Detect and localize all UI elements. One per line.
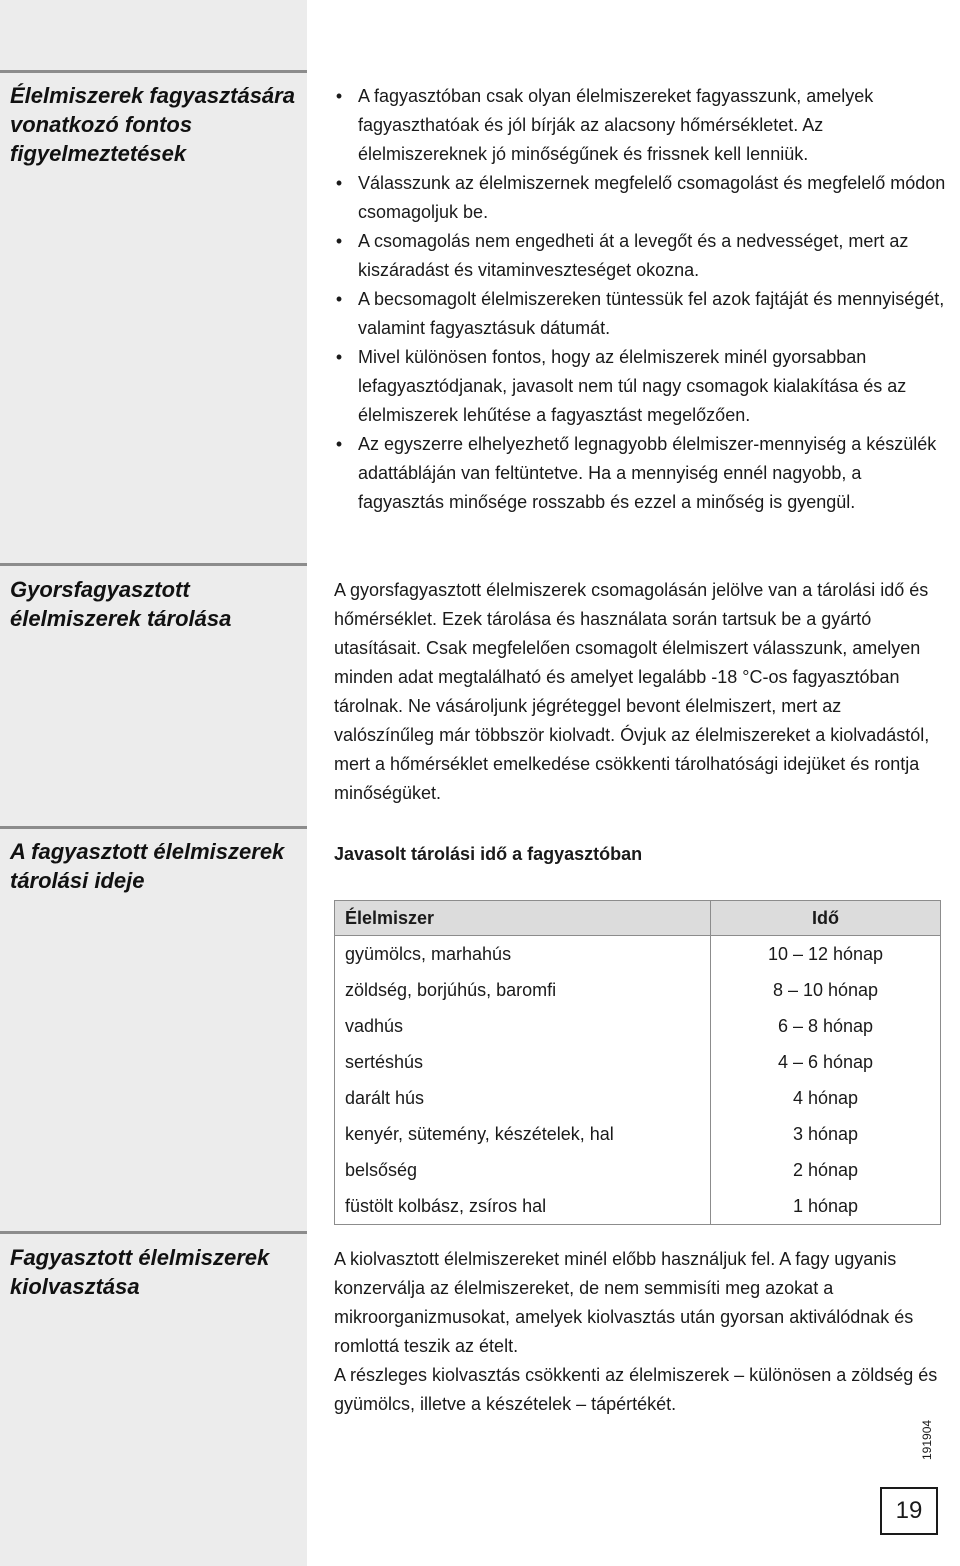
time-cell: 4 hónap xyxy=(711,1080,941,1116)
section-title-thawing: Fagyasztott élelmiszerek kiolvasztása xyxy=(10,1245,270,1299)
table-row xyxy=(335,1080,941,1116)
bullet-icon: • xyxy=(335,231,343,251)
time-cell: 8 – 10 hónap xyxy=(711,972,941,1008)
table-header-row xyxy=(335,901,941,936)
bullet-icon: • xyxy=(335,347,343,367)
warnings-section xyxy=(334,82,946,517)
bullet-icon: • xyxy=(335,289,343,309)
food-cell: belsőség xyxy=(335,1152,711,1188)
quickfrozen-section xyxy=(334,576,946,808)
thawing-paragraph: A részleges kiolvasztás csökkenti az élelmiszerek – különösen a zöldség és gyümölcs, illetve a készételek – tápértékét. xyxy=(334,1365,938,1414)
list-item xyxy=(334,169,946,227)
warning-text: Válasszunk az élelmiszernek megfelelő csomagolást és megfelelő módon csomagoljuk be. xyxy=(358,173,946,222)
storage-heading: Javasolt tárolási idő a fagyasztóban xyxy=(334,844,643,864)
table-row xyxy=(335,1116,941,1152)
sidebar xyxy=(0,0,307,1566)
table-row xyxy=(335,936,941,973)
list-item xyxy=(334,285,946,343)
warning-text: A fagyasztóban csak olyan élelmiszereket fagyasszunk, amelyek fagyaszthatóak és jól bírják az alacsony hőmérsékletet. Az élelmiszereknek jó minőségűnek és frissnek kell lenniük. xyxy=(358,86,874,164)
thawing-section xyxy=(334,1245,946,1419)
bullet-icon: • xyxy=(335,434,343,454)
list-item xyxy=(334,227,946,285)
food-cell: darált hús xyxy=(335,1080,711,1116)
time-cell: 2 hónap xyxy=(711,1152,941,1188)
page-number: 19 xyxy=(880,1487,938,1535)
table-row xyxy=(335,1044,941,1080)
time-cell: 3 hónap xyxy=(711,1116,941,1152)
warning-text: Mivel különösen fontos, hogy az élelmiszerek minél gyorsabban lefagyasztódjanak, javasolt nem túl nagy csomagok kialakítása és az élelmiszerek lehűtése a fagyasztást megelőzően. xyxy=(358,347,907,425)
document-code: 191904 xyxy=(920,1419,934,1460)
section-divider xyxy=(0,563,307,566)
list-item xyxy=(334,82,946,169)
food-cell: gyümölcs, marhahús xyxy=(335,936,711,973)
list-item xyxy=(334,343,946,430)
table-row xyxy=(335,1188,941,1225)
section-divider xyxy=(0,70,307,73)
food-cell: vadhús xyxy=(335,1008,711,1044)
section-title-storage-time: A fagyasztott élelmiszerek tárolási ideje xyxy=(10,839,285,893)
time-cell: 10 – 12 hónap xyxy=(711,936,941,973)
time-cell: 6 – 8 hónap xyxy=(711,1008,941,1044)
time-cell: 4 – 6 hónap xyxy=(711,1044,941,1080)
table-row xyxy=(335,1008,941,1044)
quickfrozen-text: A gyorsfagyasztott élelmiszerek csomagolásán jelölve van a tárolási idő és hőmérséklet. Ezek tárolása és használata során tartsuk be a gyártó utasításait. Csak megfelelően csomagolt élelmiszert válasszunk, amelyen minden adat megtalálható és amelyet legalább -18 °C-os fagyasztóban tárolnak. Ne vásároljunk jégréteggel bevont élelmiszert, mert az valószínűleg már többször kiolvadt. Óvjuk az élelmiszereket a kiolvadástól, mert a hőmérséklet emelkedése csökkenti tárolhatósági idejüket és rontja minőségüket. xyxy=(334,580,930,803)
warning-text: A csomagolás nem engedheti át a levegőt és a nedvességet, mert az kiszáradást és vitaminveszteséget okozna. xyxy=(358,231,909,280)
section-divider xyxy=(0,1231,307,1234)
column-header-food: Élelmiszer xyxy=(335,901,711,936)
food-cell: sertéshús xyxy=(335,1044,711,1080)
bullet-icon: • xyxy=(335,173,343,193)
bullet-icon: • xyxy=(335,86,343,106)
list-item xyxy=(334,430,946,517)
thawing-paragraph: A kiolvasztott élelmiszereket minél előbb használjuk fel. A fagy ugyanis konzerválja az élelmiszereket, de nem semmisíti meg azokat a mikroorganizmusokat, amelyek kiolvasztás után gyorsan aktiválódnak és romlottá teszik az ételt. xyxy=(334,1249,914,1356)
time-cell: 1 hónap xyxy=(711,1188,941,1225)
food-cell: zöldség, borjúhús, baromfi xyxy=(335,972,711,1008)
storage-table xyxy=(334,900,941,1225)
warnings-list xyxy=(334,82,946,517)
table-row xyxy=(335,972,941,1008)
section-title-quickfrozen: Gyorsfagyasztott élelmiszerek tárolása xyxy=(10,577,232,631)
food-cell: kenyér, sütemény, készételek, hal xyxy=(335,1116,711,1152)
warning-text: Az egyszerre elhelyezhető legnagyobb élelmiszer-mennyiség a készülék adattábláján van feltüntetve. Ha a mennyiség ennél nagyobb, a fagyasztás minősége rosszabb és ezzel a minőség is gyengül. xyxy=(358,434,937,512)
food-cell: füstölt kolbász, zsíros hal xyxy=(335,1188,711,1225)
table-row xyxy=(335,1152,941,1188)
column-header-time: Idő xyxy=(711,901,941,936)
section-divider xyxy=(0,826,307,829)
section-title-warnings: Élelmiszerek fagyasztására vonatkozó fontos figyelmeztetések xyxy=(10,83,295,166)
warning-text: A becsomagolt élelmiszereken tüntessük fel azok fajtáját és mennyiségét, valamint fagyasztásuk dátumát. xyxy=(358,289,945,338)
